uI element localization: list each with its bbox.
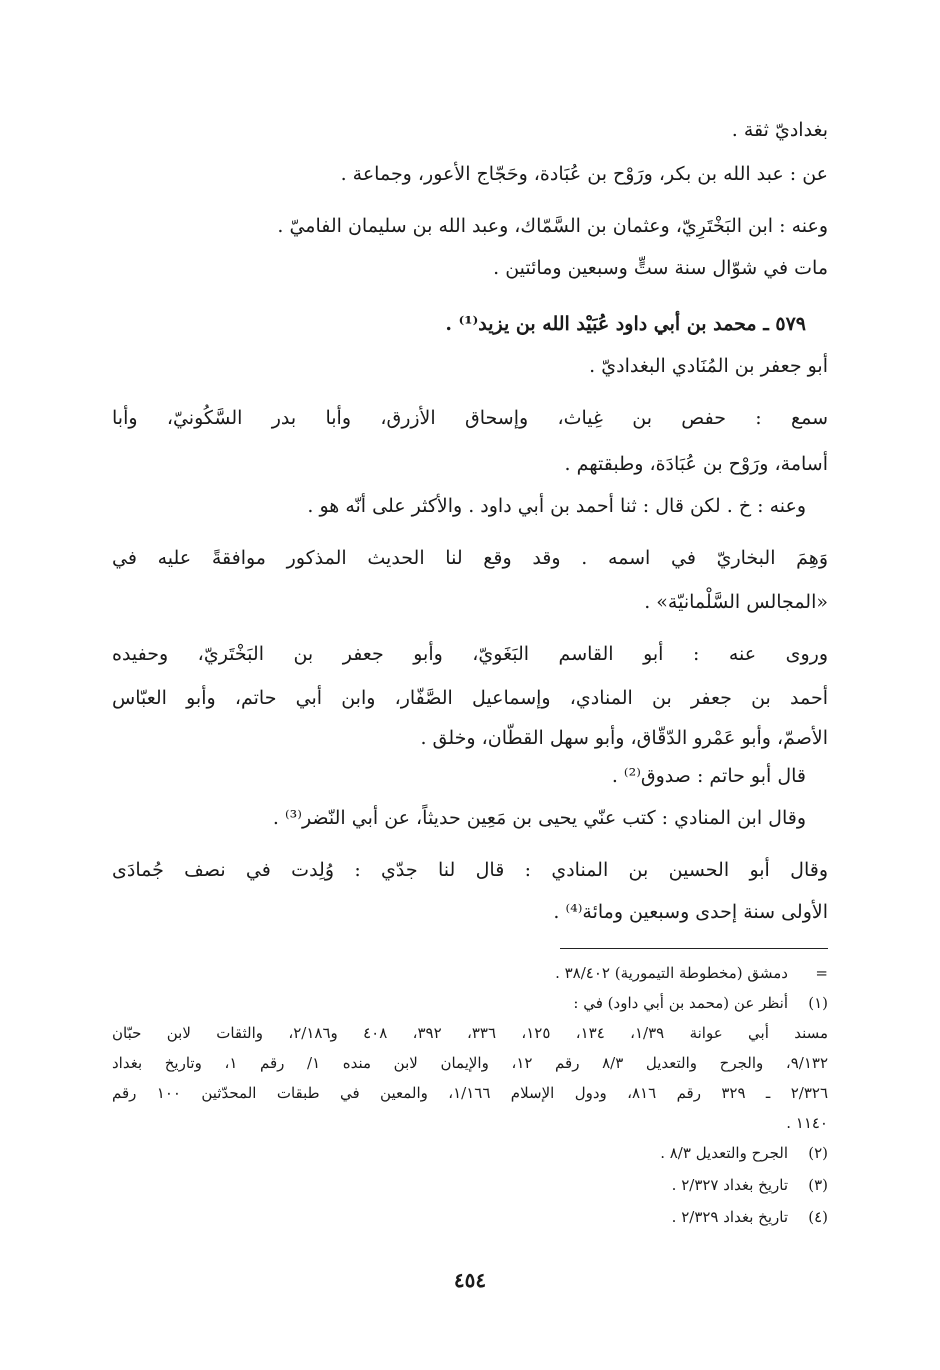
footnote-mark: = xyxy=(815,964,828,982)
footnote-text: دمشق (مخطوطة التيمورية) ٣٨/٤٠٢ . xyxy=(555,964,788,982)
footnote-number: (٢) xyxy=(808,1144,828,1162)
body-line: الأولى سنة إحدى وسبعين ومائة⁽⁴⁾ . xyxy=(553,901,828,923)
footnote-line: ٩/١٣٢، والجرح والتعديل ٨/٣ رقم ١٢، والإيمان لابن منده ١/ رقم ١، وتاريخ بغداد xyxy=(112,1054,829,1072)
body-line: وعنه : ابن البَخْتَرِيّ، وعثمان بن السَّمّاك، وعبد الله بن سليمان الفاميّ . xyxy=(277,215,828,237)
page-number: ٤٥٤ xyxy=(453,1268,487,1292)
body-line: سمع : حفص بن غِياث، وإسحاق الأزرق، وأبا بدر السَّكُونيّ، وأبا xyxy=(112,407,828,429)
footnote-text: تاريخ بغداد ٢/٣٢٩ . xyxy=(671,1208,788,1226)
body-line: بغداديّ ثقة . xyxy=(731,119,828,141)
body-line: عن : عبد الله بن بكر، ورَوْح بن عُبَادة، وحَجّاج الأعور، وجماعة . xyxy=(340,163,828,185)
footnote-number: (١) xyxy=(808,994,828,1012)
body-line: وعنه : خ . لكن قال : ثنا أحمد بن أبي داود . والأكثر على أنّه هو . xyxy=(307,495,806,517)
body-line: أسامة، ورَوْح بن عُبَادَة، وطبقتهم . xyxy=(564,453,828,475)
body-line: وقال أبو الحسين بن المنادي : قال لنا جدّي : وُلِدت في نصف جُمادَى xyxy=(112,859,828,881)
body-line: أحمد بن جعفر بن المنادي، وإسماعيل الصَّفّار، وابن أبي حاتم، وأبو العبّاس xyxy=(112,687,828,709)
entry-heading: ٥٧٩ ـ محمد بن أبي داود عُبَيْد الله بن يزيد⁽¹⁾ . xyxy=(445,313,806,335)
footnote-number: (٣) xyxy=(808,1176,828,1194)
footnote-line: مسند أبي عوانة ١/٣٩، ١٣٤، ١٢٥، ٣٣٦، ٣٩٢، ٤٠٨ و٢/١٨٦، والثقات لابن حبّان xyxy=(112,1024,829,1042)
body-line: «المجالس السَّلْمانيّة» . xyxy=(644,591,828,613)
footnote-text: أنظر عن (محمد بن أبي داود) في : xyxy=(573,994,788,1012)
footnote-line: ١١٤٠ . xyxy=(786,1114,828,1132)
footnote-separator xyxy=(560,948,828,949)
body-line: الأصمّ، وأبو عَمْرو الدّقّاق، وأبو سهل القطّان، وخلق . xyxy=(420,727,828,749)
body-line: وروى عنه : أبو القاسم البَغَويّ، وأبو جعفر بن البَخْتَريّ، وحفيده xyxy=(112,643,828,665)
footnote-line: ٢/٣٢٦ ـ ٣٢٩ رقم ٨١٦، ودول الإسلام ١/١٦٦، والمعين في طبقات المحدّثين ١٠٠ رقم xyxy=(112,1084,828,1102)
footnote-text: الجرح والتعديل ٨/٣ . xyxy=(660,1144,788,1162)
body-line: مات في شوّال سنة ستٍّ وسبعين ومائتين . xyxy=(493,257,828,279)
body-line: وَهِمَ البخاريّ في اسمه . وقد وقع لنا الحديث المذكور موافقةً عليه في xyxy=(112,547,828,569)
footnote-text: تاريخ بغداد ٢/٣٢٧ . xyxy=(671,1176,788,1194)
footnote-number: (٤) xyxy=(808,1208,828,1226)
body-line: أبو جعفر بن المُنَادي البغداديّ . xyxy=(589,355,828,377)
body-line: وقال ابن المنادي : كتب عنّي يحيى بن مَعِين حديثاً، عن أبي النّضر⁽³⁾ . xyxy=(272,807,806,829)
body-line: قال أبو حاتم : صدوق⁽²⁾ . xyxy=(611,765,806,787)
